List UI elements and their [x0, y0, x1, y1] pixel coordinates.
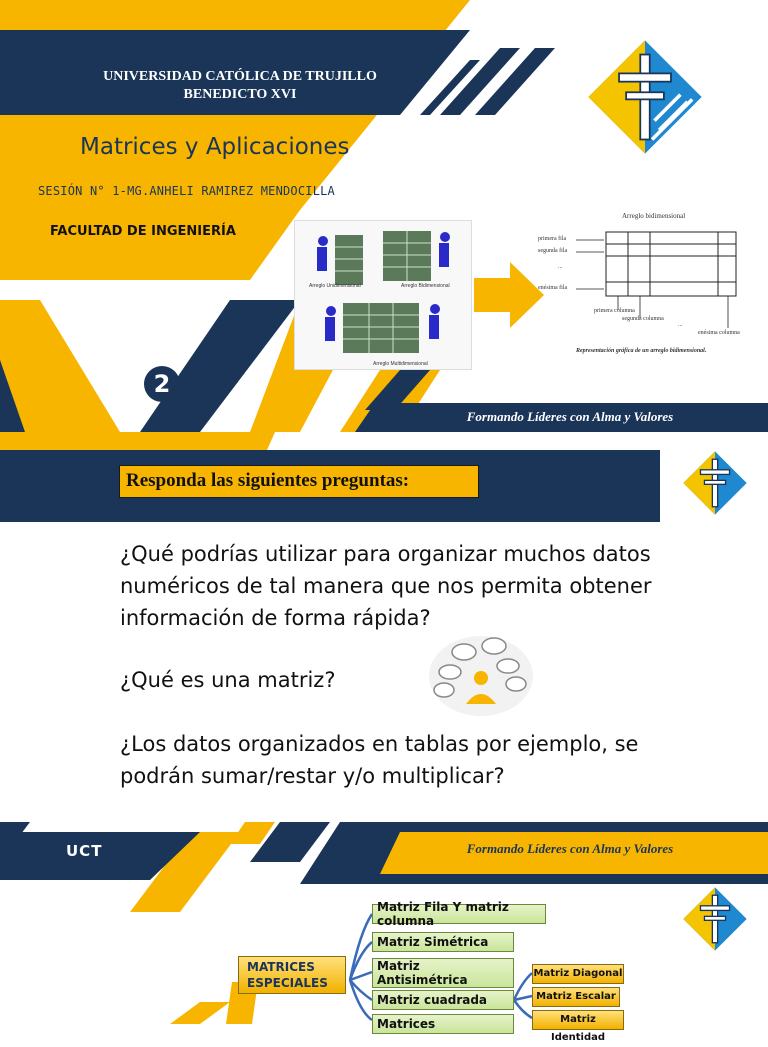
matrix-grid-icon [532, 212, 768, 362]
column-label-2: segunda columna [622, 316, 664, 322]
array-figures-icon [295, 221, 473, 371]
discussion-people-icon [426, 628, 536, 718]
arrays-illustration [294, 220, 472, 370]
row-label-1: primera fila [538, 236, 567, 242]
page-number-badge: 2 [144, 366, 180, 402]
footer-motto: Formando Líderes con Alma y Valores [466, 841, 674, 856]
question-2: ¿Qué es una matriz? [120, 668, 336, 692]
slide-title: Matrices y Aplicaciones [80, 134, 350, 160]
slide-1 [0, 0, 768, 432]
diagram-caption: Representación gráfica de un arreglo bidimensional. [576, 348, 707, 354]
node-matriz-fila-columna: Matriz Fila Y matriz columna [372, 904, 546, 924]
array-label-2: Arreglo Bidimensional [401, 283, 450, 289]
row-dots: ... [558, 264, 563, 270]
column-label-1: primera columna [594, 308, 635, 314]
university-name: UNIVERSIDAD CATÓLICA DE TRUJILLO [103, 69, 377, 84]
university-subtitle: BENEDICTO XVI [183, 87, 297, 102]
column-label-n: enésima columna [698, 330, 740, 336]
diagram-title: Arreglo bidimensional [622, 212, 686, 220]
array-label-1: Arreglo Unidimensional [309, 283, 361, 289]
question-3: ¿Los datos organizados en tablas por ejemplo, se podrán sumar/restar y/o multiplicar? [120, 732, 639, 788]
footer-motto: Formando Líderes con Alma y Valores [466, 409, 674, 424]
bidimensional-diagram [532, 212, 768, 362]
row-label-2: segunda fila [538, 248, 568, 254]
subnode-matriz-diagonal: Matriz Diagonal [532, 964, 624, 984]
row-label-n: enésima fila [538, 285, 568, 291]
root-node-matrices-especiales: MATRICES ESPECIALES [238, 956, 346, 994]
slide-2 [0, 432, 768, 832]
array-label-3: Arreglo Multidimensional [373, 361, 428, 367]
question-1: ¿Qué podrías utilizar para organizar muchos datos numéricos de tal manera que nos permita obtener información de forma rápida? [120, 542, 652, 630]
session-line: SESIÓN N° 1-MG.ANHELI RAMIREZ MENDOCILLA [38, 184, 335, 198]
node-matriz-antisimetrica: Matriz Antisimétrica [372, 958, 514, 988]
university-logo-icon [682, 450, 748, 516]
faculty-label: FACULTAD DE INGENIERÍA [50, 224, 236, 239]
questions-heading: Responda las siguientes preguntas: [119, 465, 479, 498]
university-logo-icon [586, 38, 704, 156]
subnode-matriz-identidad: Matriz Identidad [532, 1010, 624, 1030]
slide-3 [0, 822, 768, 1043]
brand-label: UCT [66, 842, 103, 860]
subnode-matriz-escalar: Matriz Escalar [532, 987, 620, 1007]
column-dots: ... [678, 322, 683, 328]
node-matriz-simetrica: Matriz Simétrica [372, 932, 514, 952]
node-matriz-cuadrada: Matriz cuadrada [372, 990, 514, 1010]
node-matrices: Matrices [372, 1014, 514, 1034]
